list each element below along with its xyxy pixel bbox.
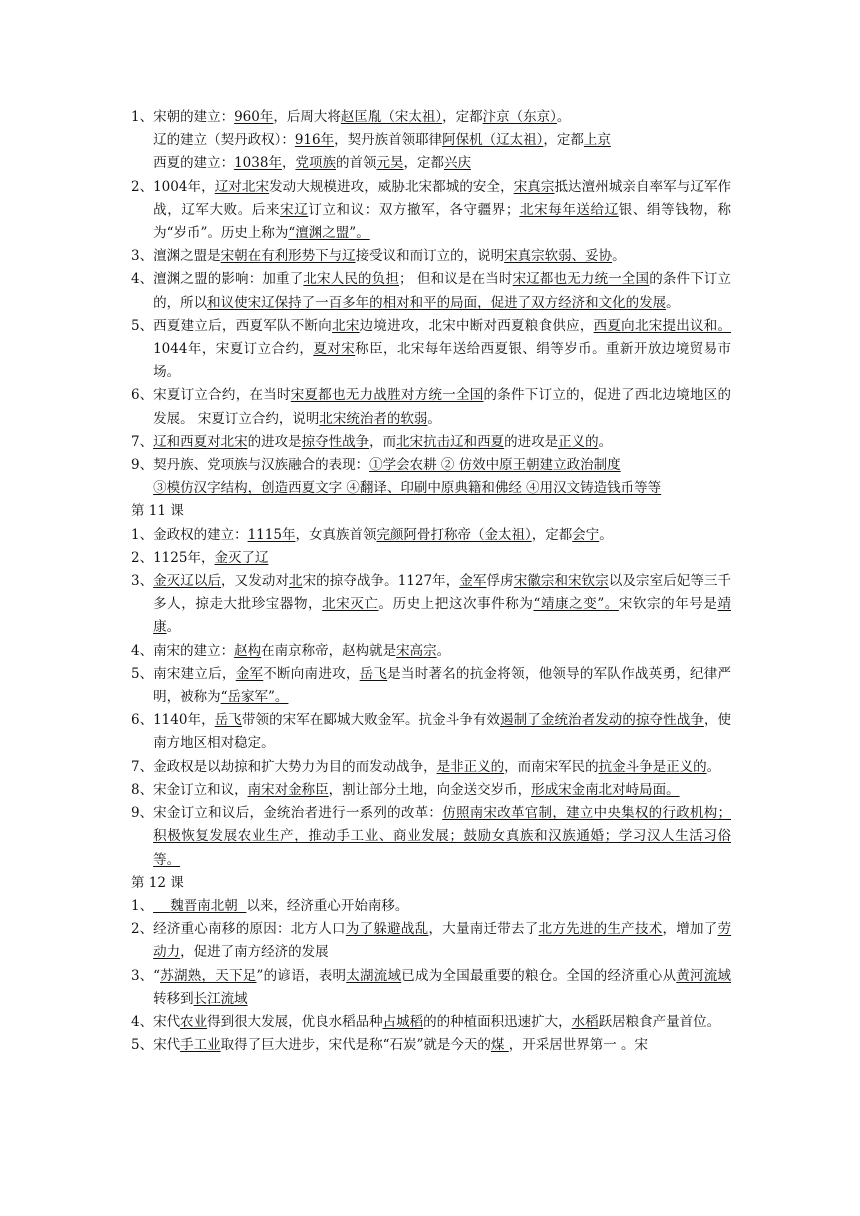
list-item: [131, 1034, 731, 1057]
line-song-founding: 宋朝的建立：960年，后周大将赵匡胤（宋太祖），定都汴京（东京）。: [153, 109, 571, 125]
list-item: [131, 895, 731, 918]
item-number: 5、: [131, 1037, 154, 1054]
item-text: 澶渊之盟的影响：加重了北宋人民的负担； 但和议是在当时宋辽都也无力统一全国的条件下订立的，所以和议使宋辽保持了一百多年的相对和平的局面，促进了双方经济和文化的发展。: [153, 271, 732, 311]
item-number: 8、: [131, 781, 154, 798]
item-text: 澶渊之盟是宋朝在有利形势下与辽接受议和而订立的，说明宋真宗软弱、妥协。: [153, 248, 626, 265]
line-liao-founding: 辽的建立（契丹政权）：916年，契丹族首领耶律阿保机（辽太祖），定都上京: [153, 132, 611, 149]
list-item: [131, 640, 731, 663]
item-text: 1140年，岳飞带领的宋军在郾城大败金军。抗金斗争有效遏制了金统治者发动的掠夺性战争，使南方地区相对稳定。: [153, 712, 732, 752]
line-fusion-b: ③模仿汉字结构，创造西夏文字 ④翻译、印刷中原典籍和佛经 ④用汉文铸造钱币等等: [153, 480, 662, 497]
item-text: [153, 454, 731, 500]
item-text: [153, 106, 731, 176]
item-number: 4、: [131, 271, 154, 288]
item-text: 宋金订立和议后，金统治者进行一系列的改革：仿照南宋改革官制，建立中央集权的行政机构；积极恢复发展农业生产，推动手工业、商业发展；鼓励女真族和汉族通婚；学习汉人生活习俗等。: [153, 805, 732, 868]
item-number: 5、: [131, 317, 154, 334]
item-number: 9、: [131, 805, 154, 822]
list-item: [131, 431, 731, 454]
list-item: [131, 779, 731, 802]
item-text: 宋代手工业取得了巨大进步，宋代是称“石炭”就是今天的煤 ，开采居世界第一 。宋: [153, 1037, 648, 1054]
item-text: 宋代农业得到很大发展，优良水稻品种占城稻的的种植面积迅速扩大，水稻跃居粮食产量首位。: [153, 1013, 721, 1030]
item-number: 7、: [131, 433, 154, 450]
item-text: 金政权是以劫掠和扩大势力为目的而发动战争，是非正义的，而南宋军民的抗金斗争是正义的。: [153, 758, 721, 775]
list-item: [131, 315, 731, 385]
item-text: 经济重心南移的原因：北方人口为了躲避战乱，大量南迁带去了北方先进的生产技术，增加了劳动力，促进了南方经济的发展: [153, 921, 732, 961]
list-item: [131, 106, 731, 176]
document-page: [131, 106, 731, 1057]
lesson-heading-11: 第 11 课: [131, 503, 184, 520]
item-text: 魏晋南北朝 以来，经济重心开始南移。: [153, 897, 409, 914]
list-item: [131, 1011, 731, 1034]
list-item: [131, 384, 731, 430]
list-item: [131, 176, 731, 246]
list-item: [131, 524, 731, 547]
item-text: 宋金订立和议，南宋对金称臣，割让部分土地，向金送交岁币，形成宋金南北对峙局面。: [153, 781, 680, 798]
item-text: 南宋建立后，金军不断向南进攻，岳飞是当时著名的抗金将领，他领导的军队作战英勇，纪律严明，被称为“岳家军”。: [153, 665, 732, 706]
list-item: [131, 802, 731, 872]
item-text: “苏湖熟，天下足”的谚语，表明太湖流域已成为全国最重要的粮仓。全国的经济重心从黄河流域转移到长江流域: [153, 967, 732, 1007]
list-item: [131, 570, 731, 640]
list-item: [131, 454, 731, 500]
list-item: [131, 547, 731, 570]
item-text: 南宋的建立：赵构在南京称帝，赵构就是宋高宗。: [153, 642, 451, 659]
list-item: [131, 663, 731, 709]
item-number: 2、: [131, 178, 154, 195]
item-number: 4、: [131, 1013, 154, 1030]
list-item: [131, 965, 731, 1011]
line-fusion-a: 契丹族、党项族与汉族融合的表现：①学会农耕 ② 仿效中原王朝建立政治制度: [153, 457, 621, 474]
item-text: 西夏建立后，西夏军队不断向北宋边境进攻，北宋中断对西夏粮食供应，西夏向北宋提出议和。1044年，宋夏订立合约，夏对宋称臣，北宋每年送给西夏银、绢等岁币。重新开放边境贸易市场。: [153, 317, 732, 381]
item-text: 金政权的建立：1115年，女真族首领完颜阿骨打称帝（金太祖），定都会宁。: [153, 526, 613, 543]
item-number: 5、: [131, 665, 154, 682]
list-item: [131, 709, 731, 755]
item-number: 1、: [131, 897, 154, 914]
item-number: 1、: [131, 526, 154, 543]
item-number: 2、: [131, 921, 154, 938]
item-text: 1125年，金灭了辽: [153, 549, 269, 566]
list-item: [131, 756, 731, 779]
item-number: 9、: [131, 457, 154, 474]
item-number: 6、: [131, 712, 154, 729]
item-number: 4、: [131, 642, 154, 659]
item-number: 7、: [131, 758, 154, 775]
item-number: 3、: [131, 248, 154, 265]
item-text: 金灭辽以后，又发动对北宋的掠夺战争。1127年，金军俘虏宋徽宗和宋钦宗以及宗室后妃等三千多人，掠走大批珍宝器物，北宋灭亡。历史上把这次事件称为“靖康之变”。宋钦宗的年号是靖康。: [153, 573, 732, 636]
item-number: 1、: [131, 109, 154, 125]
list-item: [131, 245, 731, 268]
item-number: 6、: [131, 387, 154, 404]
item-text: 辽和西夏对北宋的进攻是掠夺性战争，而北宋抗击辽和西夏的进攻是正义的。: [153, 433, 613, 450]
lesson-heading-12: 第 12 课: [131, 874, 184, 891]
item-number: 2、: [131, 549, 154, 566]
list-item: [131, 918, 731, 964]
list-item: [131, 268, 731, 314]
line-xixia-founding: 西夏的建立：1038年，党项族的首领元昊，定都兴庆: [153, 155, 471, 172]
item-number: 3、: [131, 573, 154, 590]
item-text: 宋夏订立合约，在当时宋夏都也无力战胜对方统一全国的条件下订立的，促进了西北边境地区的发展。 宋夏订立合约，说明北宋统治者的软弱。: [153, 387, 732, 427]
item-text: 1004年，辽对北宋发动大规模进攻，威胁北宋都城的安全，宋真宗抵达澶州城亲自率军与辽军作战，辽军大败。后来宋辽订立和议：双方撤军，各守疆界；北宋每年送给辽银、绢等钱物，称为“岁币”。历史上称为“澶渊之盟”。: [153, 178, 732, 242]
item-number: 3、: [131, 967, 154, 984]
